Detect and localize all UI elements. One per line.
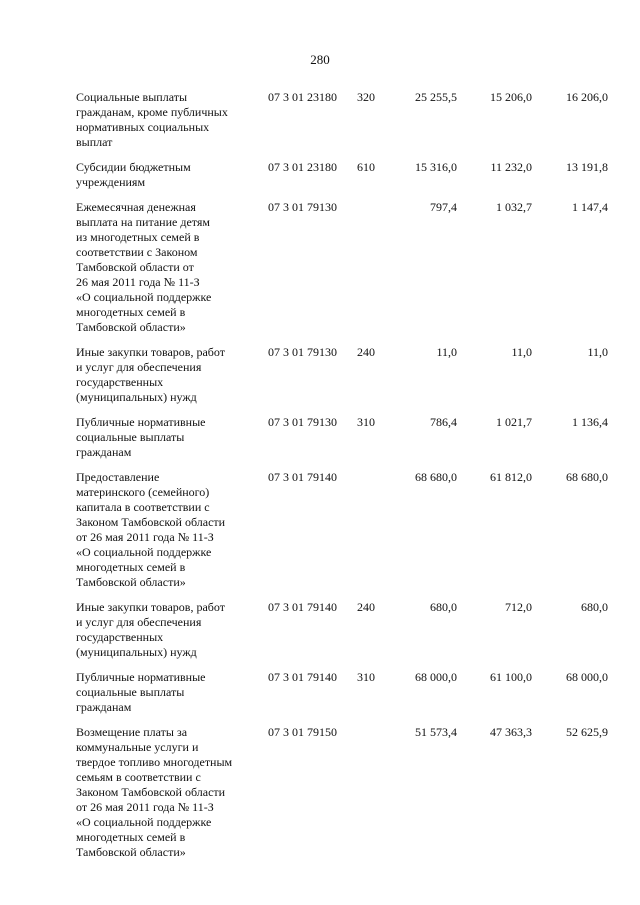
row-name-line: Ежемесячная денежная bbox=[76, 200, 196, 214]
budget-table bbox=[0, 90, 640, 870]
row-code: 07 3 01 23180 bbox=[268, 90, 337, 104]
row-name-line: нормативных социальных bbox=[76, 120, 210, 134]
table-row bbox=[0, 600, 640, 660]
table-row bbox=[0, 90, 640, 150]
row-value-2: 712,0 bbox=[505, 600, 532, 614]
table-row bbox=[0, 345, 640, 405]
row-name-line: социальные выплаты bbox=[76, 430, 185, 444]
row-name-line: 26 мая 2011 года № 11-З bbox=[76, 275, 200, 289]
table-row bbox=[0, 415, 640, 460]
row-name-line: Тамбовской области от bbox=[76, 260, 194, 274]
row-name-line: гражданам, кроме публичных bbox=[76, 105, 228, 119]
row-name-line: из многодетных семей в bbox=[76, 230, 200, 244]
row-value-1: 25 255,5 bbox=[415, 90, 457, 104]
row-name-line: Иные закупки товаров, работ bbox=[76, 600, 225, 614]
table-row bbox=[0, 725, 640, 860]
row-value-3: 1 147,4 bbox=[572, 200, 608, 214]
row-name-line: гражданам bbox=[76, 445, 132, 459]
row-name-line: Тамбовской области» bbox=[76, 845, 186, 859]
row-name bbox=[76, 725, 268, 860]
row-name-line: «О социальной поддержке bbox=[76, 815, 212, 829]
row-value-2: 1 021,7 bbox=[496, 415, 532, 429]
row-value-2: 15 206,0 bbox=[490, 90, 532, 104]
table-row bbox=[0, 470, 640, 590]
row-name-line: (муниципальных) нужд bbox=[76, 645, 197, 659]
row-value-1: 680,0 bbox=[430, 600, 457, 614]
row-value-1: 11,0 bbox=[436, 345, 457, 359]
row-name-line: и услуг для обеспечения bbox=[76, 615, 202, 629]
row-name-line: Тамбовской области» bbox=[76, 575, 186, 589]
row-value-1: 797,4 bbox=[430, 200, 457, 214]
row-name-line: государственных bbox=[76, 375, 164, 389]
table-row bbox=[0, 670, 640, 715]
row-name bbox=[76, 600, 268, 660]
row-value-2: 47 363,3 bbox=[490, 725, 532, 739]
row-name-line: Законом Тамбовской области bbox=[76, 785, 226, 799]
page-number: 280 bbox=[310, 52, 330, 67]
row-name-line: выплата на питание детям bbox=[76, 215, 210, 229]
row-code: 07 3 01 79140 bbox=[268, 670, 337, 684]
row-type: 240 bbox=[357, 345, 375, 359]
row-code: 07 3 01 79130 bbox=[268, 415, 337, 429]
row-name-line: материнского (семейного) bbox=[76, 485, 210, 499]
row-name bbox=[76, 670, 268, 715]
row-value-1: 15 316,0 bbox=[415, 160, 457, 174]
row-name-line: Публичные нормативные bbox=[76, 670, 206, 684]
row-type: 240 bbox=[357, 600, 375, 614]
row-name bbox=[76, 200, 268, 335]
row-value-3: 68 000,0 bbox=[566, 670, 608, 684]
row-name-line: гражданам bbox=[76, 700, 132, 714]
row-type: 310 bbox=[357, 415, 375, 429]
row-value-3: 11,0 bbox=[587, 345, 608, 359]
row-code: 07 3 01 79140 bbox=[268, 470, 337, 484]
row-type: 320 bbox=[357, 90, 375, 104]
row-code: 07 3 01 79130 bbox=[268, 200, 337, 214]
row-value-2: 11,0 bbox=[511, 345, 532, 359]
row-name bbox=[76, 415, 268, 460]
row-name-line: Предоставление bbox=[76, 470, 160, 484]
row-value-3: 16 206,0 bbox=[566, 90, 608, 104]
row-name-line: Публичные нормативные bbox=[76, 415, 206, 429]
row-name bbox=[76, 160, 268, 190]
table-row bbox=[0, 160, 640, 190]
row-name-line: выплат bbox=[76, 135, 113, 149]
row-name-line: Иные закупки товаров, работ bbox=[76, 345, 225, 359]
row-value-1: 68 000,0 bbox=[415, 670, 457, 684]
row-name-line: от 26 мая 2011 года № 11-З bbox=[76, 800, 214, 814]
row-value-1: 51 573,4 bbox=[415, 725, 457, 739]
row-name-line: многодетных семей в bbox=[76, 560, 186, 574]
row-name-line: семьям в соответствии с bbox=[76, 770, 201, 784]
row-code: 07 3 01 79130 bbox=[268, 345, 337, 359]
row-value-3: 13 191,8 bbox=[566, 160, 608, 174]
row-name-line: учреждениям bbox=[76, 175, 146, 189]
row-name-line: от 26 мая 2011 года № 11-З bbox=[76, 530, 214, 544]
row-name-line: Субсидии бюджетным bbox=[76, 160, 191, 174]
row-name-line: «О социальной поддержке bbox=[76, 545, 212, 559]
row-value-3: 1 136,4 bbox=[572, 415, 608, 429]
row-name-line: Законом Тамбовской области bbox=[76, 515, 226, 529]
row-value-1: 68 680,0 bbox=[415, 470, 457, 484]
row-value-2: 11 232,0 bbox=[490, 160, 532, 174]
row-name-line: Тамбовской области» bbox=[76, 320, 186, 334]
row-value-2: 1 032,7 bbox=[496, 200, 532, 214]
row-name-line: твердое топливо многодетным bbox=[76, 755, 233, 769]
row-name-line: Возмещение платы за bbox=[76, 725, 188, 739]
row-name-line: и услуг для обеспечения bbox=[76, 360, 202, 374]
row-name-line: социальные выплаты bbox=[76, 685, 185, 699]
row-type: 310 bbox=[357, 670, 375, 684]
row-name-line: многодетных семей в bbox=[76, 830, 186, 844]
row-value-1: 786,4 bbox=[430, 415, 457, 429]
row-code: 07 3 01 23180 bbox=[268, 160, 337, 174]
row-name-line: государственных bbox=[76, 630, 164, 644]
row-name-line: «О социальной поддержке bbox=[76, 290, 212, 304]
row-type: 610 bbox=[357, 160, 375, 174]
row-value-2: 61 812,0 bbox=[490, 470, 532, 484]
row-value-3: 680,0 bbox=[581, 600, 608, 614]
row-value-2: 61 100,0 bbox=[490, 670, 532, 684]
row-code: 07 3 01 79140 bbox=[268, 600, 337, 614]
row-name-line: коммунальные услуги и bbox=[76, 740, 199, 754]
row-name bbox=[76, 90, 268, 150]
row-code: 07 3 01 79150 bbox=[268, 725, 337, 739]
row-name-line: многодетных семей в bbox=[76, 305, 186, 319]
row-value-3: 52 625,9 bbox=[566, 725, 608, 739]
row-name bbox=[76, 345, 268, 405]
row-value-3: 68 680,0 bbox=[566, 470, 608, 484]
row-name-line: (муниципальных) нужд bbox=[76, 390, 197, 404]
table-row bbox=[0, 200, 640, 335]
row-name-line: капитала в соответствии с bbox=[76, 500, 210, 514]
row-name-line: соответствии с Законом bbox=[76, 245, 198, 259]
row-name-line: Социальные выплаты bbox=[76, 90, 188, 104]
row-name bbox=[76, 470, 268, 590]
